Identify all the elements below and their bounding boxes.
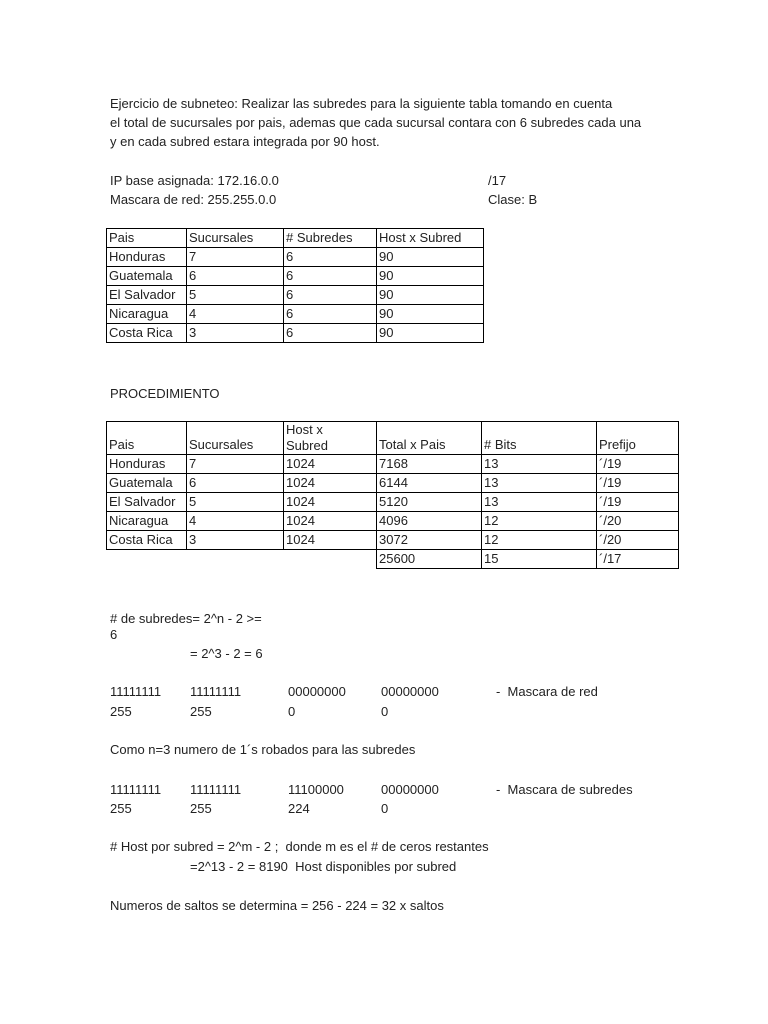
mask-sub-bits-1: 11111111 (110, 782, 162, 797)
mask-sub-dec-2: 255 (190, 801, 212, 816)
mask-red-bits-1: 11111111 (110, 684, 162, 699)
table-cell: Guatemala (107, 267, 187, 286)
table-cell: 6 (187, 267, 284, 286)
table-cell: Honduras (107, 248, 187, 267)
table-cell: 6 (187, 474, 284, 493)
table-cell: Costa Rica (107, 324, 187, 343)
mask-sub-dec-4: 0 (381, 801, 389, 816)
table-cell: 4 (187, 512, 284, 531)
header-cell: Pais (107, 229, 187, 248)
table-cell: Guatemala (107, 474, 187, 493)
subredes-formula-line-3: = 2^3 - 2 = 6 (190, 646, 263, 661)
mask-sub-label: - Mascara de subredes (496, 782, 633, 797)
table-cell: ´/19 (597, 455, 679, 474)
header-cell: # Bits (482, 422, 597, 455)
mask-red-bits-4: 00000000 (381, 684, 439, 699)
table-cell: 13 (482, 474, 597, 493)
table-cell: 1024 (284, 493, 377, 512)
table-cell: ´/20 (597, 512, 679, 531)
table-cell: 3 (187, 324, 284, 343)
header-cell: Sucursales (187, 422, 284, 455)
table-cell: 90 (377, 305, 484, 324)
table-cell: 13 (482, 455, 597, 474)
table-cell: 6 (284, 286, 377, 305)
header-cell-line: Subred (286, 438, 328, 453)
table-cell: 6 (284, 324, 377, 343)
mask-sub-dec-1: 255 (110, 801, 132, 816)
table-cell: 6 (284, 248, 377, 267)
sucursales-table (106, 228, 484, 343)
header-cell: Total x Pais (377, 422, 482, 455)
table-cell: El Salvador (107, 493, 187, 512)
table-cell: Nicaragua (107, 512, 187, 531)
mask-sub-bits-4: 00000000 (381, 782, 439, 797)
subredes-formula-line-2: 6 (110, 627, 118, 642)
mask-sub-dec-3: 224 (288, 801, 310, 816)
table-cell: 4096 (377, 512, 482, 531)
mask-red-label: - Mascara de red (496, 684, 598, 699)
procedimiento-table (106, 421, 679, 569)
table-row (107, 324, 484, 343)
table-cell: 90 (377, 267, 484, 286)
totals-row (107, 550, 679, 569)
mask-red-dec-3: 0 (288, 704, 296, 719)
table-cell: 1024 (284, 474, 377, 493)
header-cell: # Subredes (284, 229, 377, 248)
table-row (107, 267, 484, 286)
table-cell: ´/20 (597, 531, 679, 550)
prefix-text: /17 (488, 173, 507, 188)
table-cell: El Salvador (107, 286, 187, 305)
hosts-formula-line-1: # Host por subred = 2^m - 2 ; donde m es el # de ceros restantes (110, 839, 489, 854)
table-row (107, 474, 679, 493)
table-cell: 12 (482, 531, 597, 550)
table-row (107, 512, 679, 531)
table-cell: 3 (187, 531, 284, 550)
total-cell: ´/17 (597, 550, 679, 569)
table-cell: 3072 (377, 531, 482, 550)
table-cell: 90 (377, 324, 484, 343)
mascara-text: Mascara de red: 255.255.0.0 (110, 192, 277, 207)
blank-cell (284, 550, 377, 569)
subredes-formula-line-1: # de subredes= 2^n - 2 >= (110, 611, 262, 626)
table-cell: 5 (187, 493, 284, 512)
header-cell: Pais (107, 422, 187, 455)
table-row (107, 455, 679, 474)
table-cell: 7 (187, 248, 284, 267)
mask-red-bits-3: 00000000 (288, 684, 346, 699)
intro-line-2: el total de sucursales por pais, ademas que cada sucursal contara con 6 subredes cada una (110, 115, 642, 130)
table-row (107, 531, 679, 550)
mask-red-dec-4: 0 (381, 704, 389, 719)
table-row (107, 493, 679, 512)
como-text: Como n=3 numero de 1´s robados para las subredes (110, 742, 416, 757)
header-cell: Prefijo (597, 422, 679, 455)
table-row (107, 305, 484, 324)
blank-cell (187, 550, 284, 569)
table-cell: 4 (187, 305, 284, 324)
table-cell: 13 (482, 493, 597, 512)
total-cell: 15 (482, 550, 597, 569)
table-cell: 90 (377, 248, 484, 267)
mask-red-dec-1: 255 (110, 704, 132, 719)
table-header-row (107, 422, 679, 455)
table-cell: 6 (284, 305, 377, 324)
intro-line-1: Ejercicio de subneteo: Realizar las subredes para la siguiente tabla tomando en cuenta (110, 96, 613, 111)
table-header-row (107, 229, 484, 248)
table-cell: 1024 (284, 531, 377, 550)
mask-red-bits-2: 11111111 (190, 684, 242, 699)
table-cell: 1024 (284, 512, 377, 531)
table-cell: 90 (377, 286, 484, 305)
header-cell: Host x Subred (377, 229, 484, 248)
blank-cell (107, 550, 187, 569)
table-cell: 7168 (377, 455, 482, 474)
table-cell: 7 (187, 455, 284, 474)
saltos-text: Numeros de saltos se determina = 256 - 224 = 32 x saltos (110, 898, 444, 913)
total-cell: 25600 (377, 550, 482, 569)
table-cell: 12 (482, 512, 597, 531)
table-cell: 6144 (377, 474, 482, 493)
hosts-formula-line-2: =2^13 - 2 = 8190 Host disponibles por subred (190, 859, 457, 874)
table-row (107, 286, 484, 305)
table-cell: ´/19 (597, 474, 679, 493)
table-cell: Nicaragua (107, 305, 187, 324)
table-cell: 5 (187, 286, 284, 305)
table-cell: 1024 (284, 455, 377, 474)
table-cell: 5120 (377, 493, 482, 512)
mask-sub-bits-2: 11111111 (190, 782, 242, 797)
table-cell: ´/19 (597, 493, 679, 512)
procedimiento-heading: PROCEDIMIENTO (110, 386, 220, 401)
table-cell: Honduras (107, 455, 187, 474)
table-cell: 6 (284, 267, 377, 286)
intro-line-3: y en cada subred estara integrada por 90 host. (110, 134, 380, 149)
table-row (107, 248, 484, 267)
clase-text: Clase: B (488, 192, 538, 207)
mask-sub-bits-3: 11100000 (288, 782, 344, 797)
header-cell (284, 422, 377, 455)
header-cell: Sucursales (187, 229, 284, 248)
header-cell-line: Host x (286, 422, 323, 437)
ip-base-text: IP base asignada: 172.16.0.0 (110, 173, 279, 188)
mask-red-dec-2: 255 (190, 704, 212, 719)
table-cell: Costa Rica (107, 531, 187, 550)
